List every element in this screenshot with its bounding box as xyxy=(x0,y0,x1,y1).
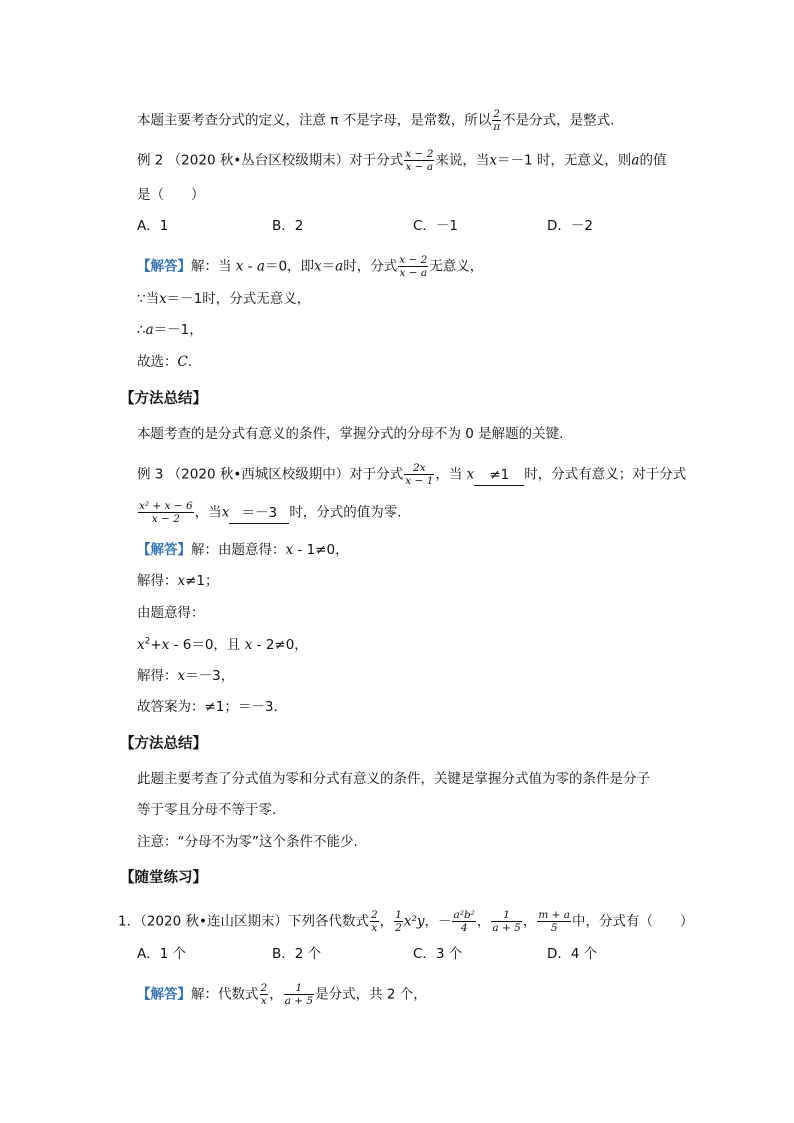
fraction-2x-over-x-1: $\frac{2x}{x - 1}$ xyxy=(405,462,434,487)
example-2-answer-line-2: ∵当x＝－1时，分式无意义， xyxy=(137,291,311,307)
answer-blank-1[interactable]: ≠1 xyxy=(474,465,524,486)
intro-text-end: 不是分式，是整式. xyxy=(502,112,615,129)
example-2-answer-line-3: ∴a＝－1， xyxy=(137,322,203,338)
method-summary-text-2-line-3: 注意：“分母不为零”这个条件不能少. xyxy=(137,834,358,850)
example-2-question-cont: 是（ ） xyxy=(137,187,205,203)
answer-tag: 【解答】 xyxy=(137,258,191,275)
fraction-2-over-x: $\frac{2}{x}$ xyxy=(370,909,378,934)
intro-text: 本题主要考查分式的定义，注意 π 不是字母，是常数，所以 xyxy=(137,112,492,129)
fraction-2-over-x: $\frac{2}{x}$ xyxy=(260,982,268,1007)
example-3-answer-line-6: 故答案为：≠1；＝－3. xyxy=(137,699,278,715)
method-summary-text-2-line-1: 此题主要考查了分式值为零和分式有意义的条件，关键是掌握分式值为零的条件是分子 xyxy=(137,771,650,787)
method-summary-heading-2: 【方法总结】 xyxy=(120,736,207,752)
example-3-answer-line-4: $x^2+x - 6=0$，且 x - 2≠0， xyxy=(137,636,308,653)
example-2-answer-line-1: 【解答】解：当 x - a＝0，即x＝a时，分式 $\frac{x - 2}{x - a}$ 无意义， xyxy=(137,254,484,279)
fraction-x-2-over-x-a: $\frac{x - 2}{x - a}$ xyxy=(399,254,428,279)
method-summary-text-1: 本题考查的是分式有意义的条件，掌握分式的分母不为 0 是解题的关键. xyxy=(137,426,564,442)
option-a: A．1 个 xyxy=(137,946,187,962)
answer-tag: 【解答】 xyxy=(137,986,191,1003)
option-d: D．4 个 xyxy=(547,946,598,962)
option-a: A．1 xyxy=(137,218,169,234)
method-summary-heading-1: 【方法总结】 xyxy=(120,391,207,407)
fraction-x-2-over-x-a: $\frac{x - 2}{x - a}$ xyxy=(405,148,434,173)
intro-line xyxy=(137,108,614,133)
example-3-answer-line-2: 解得：x≠1； xyxy=(137,573,219,589)
example-3-answer-line-5: 解得：x＝－3， xyxy=(137,668,235,684)
example-3-answer-line-1: 【解答】解：由题意得：x - 1≠0， xyxy=(137,542,349,558)
practice-question-1-answer: 【解答】解：代数式 $\frac{2}{x}$ ， $\frac{1}{a + 5}$ 是分式，共 2 个， xyxy=(137,982,427,1007)
fraction-1-over-a-5: $\frac{1}{a + 5}$ xyxy=(492,909,521,934)
option-b: B．2 xyxy=(272,218,304,234)
example-3-question: 例 3 （2020 秋•西城区校级期中）对于分式 $\frac{2x}{x - 1}$ ，当 x ≠1 时，分式有意义；对于分式 xyxy=(137,462,687,487)
fraction-2-over-pi: $\frac{2}{\pi}$ xyxy=(493,108,501,133)
answer-blank-2[interactable]: ＝－3 xyxy=(229,503,289,524)
fraction-half: $\frac{1}{2}$ xyxy=(395,909,402,934)
fraction-m-a-over-5: $\frac{m + a}{5}$ xyxy=(538,909,571,934)
fraction-1-over-a-5: $\frac{1}{a + 5}$ xyxy=(284,982,314,1007)
method-summary-text-2-line-2: 等于零且分母不等于零. xyxy=(137,802,277,818)
answer-tag: 【解答】 xyxy=(137,542,191,558)
example-2-answer-line-4: 故选：C. xyxy=(137,354,193,370)
example-3-question-cont: $\frac{\text{x² + x − 6}}{x - 2}$ ，当x ＝－3 时，分式的值为零. xyxy=(139,500,402,525)
fraction-a2b2-over-4: $\frac{\text{a²b²}}{4}$ xyxy=(453,909,475,934)
option-d: D．－2 xyxy=(547,218,593,234)
option-c: C．－1 xyxy=(413,218,459,234)
practice-question-1-options xyxy=(137,944,697,964)
example-2-options xyxy=(137,216,697,236)
practice-question-1: 1．（2020 秋•连山区期末）下列各代数式 $\frac{2}{x}$ ， $\frac{1}{2}$ x²y，－ $\frac{\text{a²b²}}{4}$ ， $\frac{1}{a + 5}$ ， $\frac{m + a}{5}$ 中，分式有（ ） xyxy=(118,909,694,934)
option-c: C．3 个 xyxy=(413,946,463,962)
fraction-quadratic-over-x-2: $\frac{\text{x² + x − 6}}{x - 2}$ xyxy=(139,500,193,525)
example-3-answer-line-3: 由题意得： xyxy=(137,605,205,621)
option-b: B．2 个 xyxy=(272,946,322,962)
practice-heading: 【随堂练习】 xyxy=(120,870,207,886)
example-2-question: 例 2 （2020 秋•丛台区校级期末）对于分式 $\frac{x - 2}{x - a}$ 来说，当x＝－1 时，无意义，则a的值 xyxy=(137,148,667,173)
